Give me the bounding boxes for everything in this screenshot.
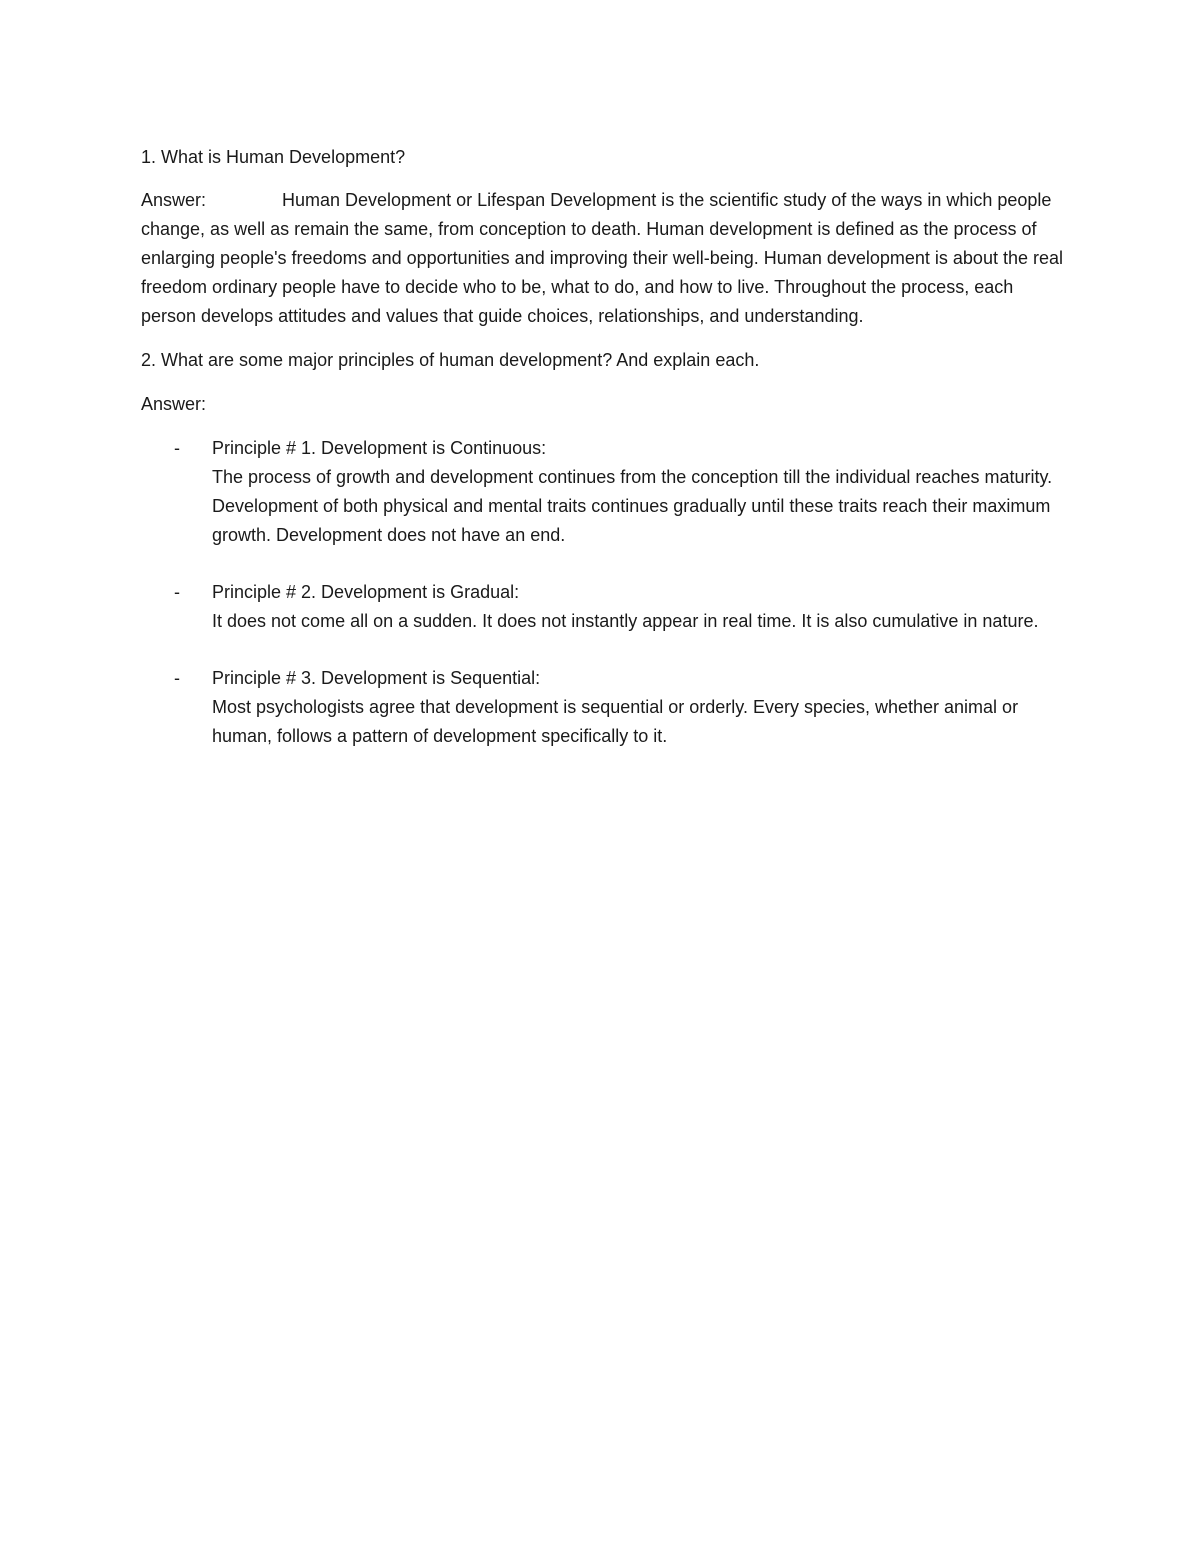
principle-title: Principle # 1. Development is Continuous: (212, 438, 547, 458)
answer-2-label: Answer: (141, 394, 207, 414)
answer-1-label: Answer: (141, 190, 207, 210)
principle-title: Principle # 3. Development is Sequential: (212, 668, 541, 688)
question-2: 2. What are some major principles of human development? And explain each. (141, 350, 760, 370)
list-bullet: - (174, 582, 180, 602)
principle-item-1 (141, 434, 1066, 550)
document-content (141, 143, 1066, 779)
principle-body: Most psychologists agree that development is sequential or orderly. Every species, whether animal or human, follows a pattern of development specifically to it. (212, 697, 1019, 746)
principle-body: The process of growth and development continues from the conception till the individual reaches maturity. Development of both physical and mental traits continues gradually until these traits reach their maximum growth. Development does not have an end. (212, 467, 1053, 545)
principles-list (141, 434, 1066, 751)
principle-body: It does not come all on a sudden. It does not instantly appear in real time. It is also cumulative in nature. (212, 611, 1039, 631)
principle-item-3 (141, 664, 1066, 751)
principle-item-2 (141, 578, 1066, 636)
answer-1-text: Human Development or Lifespan Development is the scientific study of the ways in which people change, as well as remain the same, from conception to death. Human development is defined as the process of enlarging people's freedoms and opportunities and improving their well-being. Human development is about the real freedom ordinary people have to decide who to be, what to do, and how to live. Throughout the process, each person develops attitudes and values that guide choices, relationships, and understanding. (141, 190, 1063, 326)
principle-title: Principle # 2. Development is Gradual: (212, 582, 520, 602)
list-bullet: - (174, 438, 180, 458)
list-bullet: - (174, 668, 180, 688)
answer-1 (141, 186, 1066, 331)
question-1: 1. What is Human Development? (141, 147, 406, 167)
